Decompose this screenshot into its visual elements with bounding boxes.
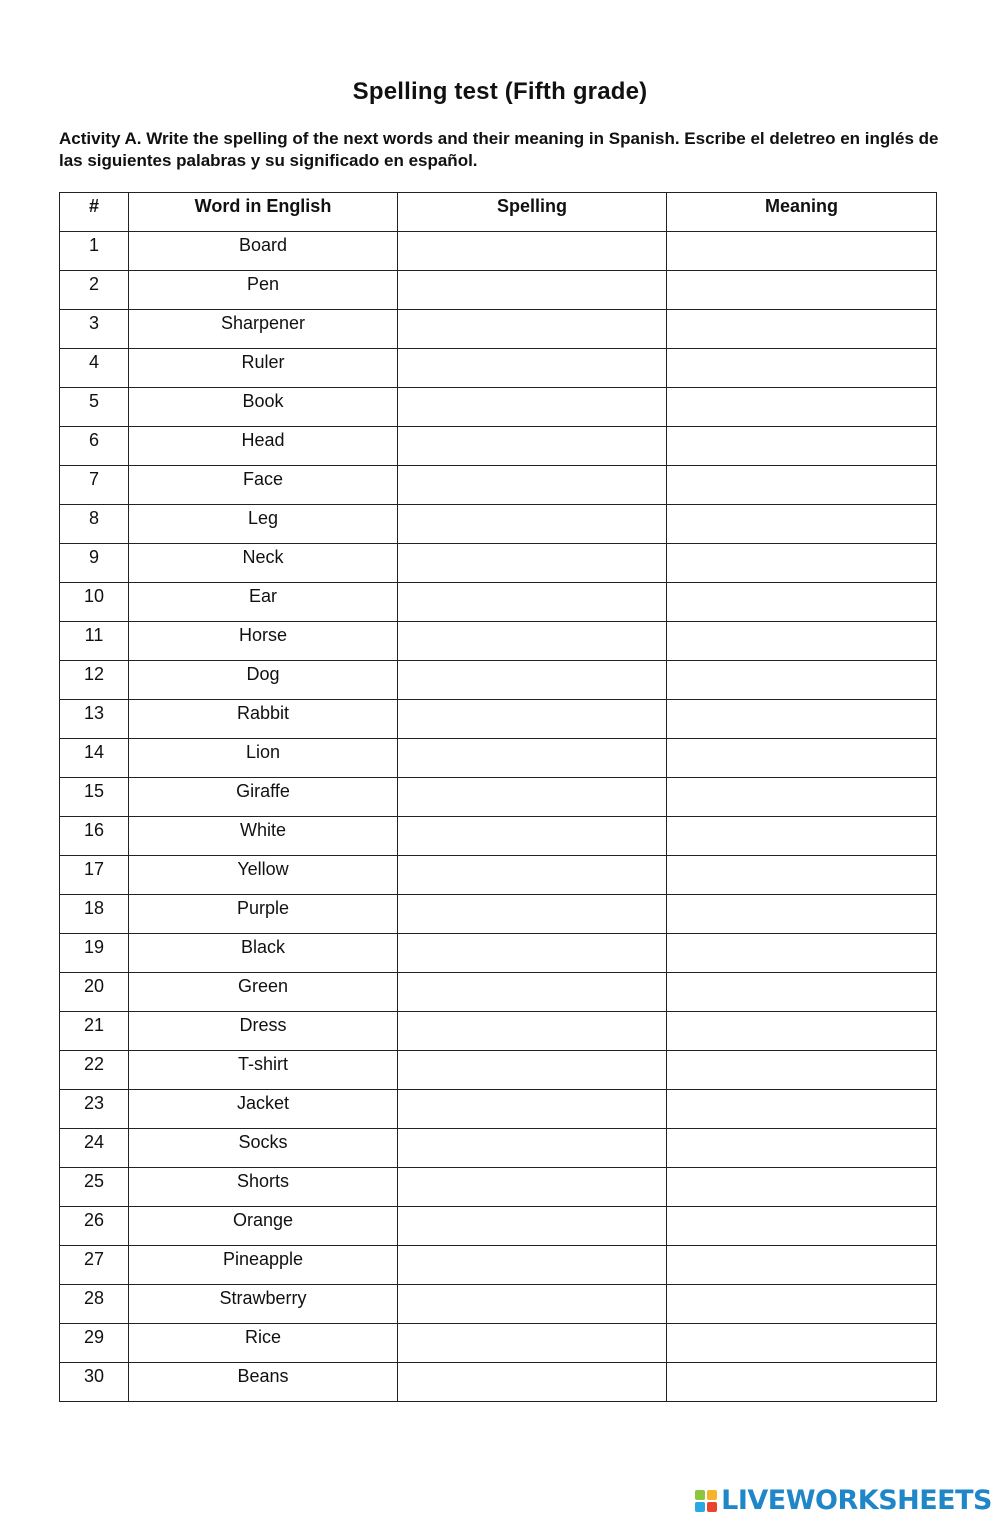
table-row [60,934,937,973]
row-word: Ruler [129,349,398,388]
row-number: 20 [60,973,129,1012]
spelling-answer-cell[interactable] [398,622,667,661]
row-word: Jacket [129,1090,398,1129]
spelling-answer-cell[interactable] [398,1090,667,1129]
meaning-answer-cell[interactable] [667,271,937,310]
spelling-answer-cell[interactable] [398,661,667,700]
row-number: 26 [60,1207,129,1246]
meaning-answer-cell[interactable] [667,934,937,973]
table-row [60,1246,937,1285]
spelling-answer-cell[interactable] [398,466,667,505]
spelling-answer-cell[interactable] [398,778,667,817]
table-row [60,700,937,739]
table-row [60,973,937,1012]
table-row [60,427,937,466]
row-word: Leg [129,505,398,544]
spelling-answer-cell[interactable] [398,427,667,466]
meaning-answer-cell[interactable] [667,1012,937,1051]
meaning-answer-cell[interactable] [667,388,937,427]
row-word: Pen [129,271,398,310]
table-row [60,1129,937,1168]
meaning-answer-cell[interactable] [667,739,937,778]
spelling-answer-cell[interactable] [398,544,667,583]
row-number: 15 [60,778,129,817]
spelling-answer-cell[interactable] [398,583,667,622]
meaning-answer-cell[interactable] [667,1285,937,1324]
meaning-answer-cell[interactable] [667,973,937,1012]
table-row [60,817,937,856]
brand-name: LIVEWORKSHEETS [721,1485,992,1516]
spelling-answer-cell[interactable] [398,895,667,934]
spelling-answer-cell[interactable] [398,310,667,349]
row-number: 17 [60,856,129,895]
row-word: Pineapple [129,1246,398,1285]
row-number: 28 [60,1285,129,1324]
row-number: 5 [60,388,129,427]
meaning-answer-cell[interactable] [667,622,937,661]
spelling-answer-cell[interactable] [398,1012,667,1051]
row-word: Face [129,466,398,505]
row-number: 23 [60,1090,129,1129]
row-word: Book [129,388,398,427]
table-row [60,895,937,934]
table-row [60,271,937,310]
row-word: Board [129,232,398,271]
meaning-answer-cell[interactable] [667,1363,937,1402]
table-row [60,1051,937,1090]
column-header-spelling: Spelling [398,193,667,232]
row-number: 18 [60,895,129,934]
row-word: Giraffe [129,778,398,817]
spelling-answer-cell[interactable] [398,1285,667,1324]
table-row [60,388,937,427]
row-number: 29 [60,1324,129,1363]
row-number: 27 [60,1246,129,1285]
liveworksheets-brand [695,1485,992,1516]
row-word: Ear [129,583,398,622]
row-number: 10 [60,583,129,622]
row-number: 11 [60,622,129,661]
meaning-answer-cell[interactable] [667,232,937,271]
row-word: Horse [129,622,398,661]
row-word: Purple [129,895,398,934]
table-row [60,1324,937,1363]
row-number: 16 [60,817,129,856]
row-number: 6 [60,427,129,466]
logo-tile [707,1490,717,1500]
meaning-answer-cell[interactable] [667,661,937,700]
table-header-row [60,193,937,232]
spelling-answer-cell[interactable] [398,700,667,739]
meaning-answer-cell[interactable] [667,1168,937,1207]
row-number: 9 [60,544,129,583]
spelling-answer-cell[interactable] [398,817,667,856]
meaning-answer-cell[interactable] [667,778,937,817]
column-header-meaning: Meaning [667,193,937,232]
table-row [60,739,937,778]
meaning-answer-cell[interactable] [667,544,937,583]
spelling-table [59,192,937,1402]
spelling-answer-cell[interactable] [398,739,667,778]
logo-tile [707,1502,717,1512]
meaning-answer-cell[interactable] [667,505,937,544]
meaning-answer-cell[interactable] [667,1324,937,1363]
table-row [60,544,937,583]
column-header-word: Word in English [129,193,398,232]
meaning-answer-cell[interactable] [667,1051,937,1090]
row-word: Lion [129,739,398,778]
row-number: 14 [60,739,129,778]
row-word: Yellow [129,856,398,895]
spelling-answer-cell[interactable] [398,388,667,427]
row-word: Sharpener [129,310,398,349]
table-row [60,778,937,817]
table-row [60,622,937,661]
spelling-answer-cell[interactable] [398,934,667,973]
spelling-answer-cell[interactable] [398,1168,667,1207]
spelling-answer-cell[interactable] [398,232,667,271]
table-row [60,583,937,622]
spelling-answer-cell[interactable] [398,973,667,1012]
row-number: 1 [60,232,129,271]
spelling-answer-cell[interactable] [398,349,667,388]
row-word: Black [129,934,398,973]
row-word: Rice [129,1324,398,1363]
meaning-answer-cell[interactable] [667,466,937,505]
meaning-answer-cell[interactable] [667,1246,937,1285]
column-header-number: # [60,193,129,232]
row-word: Green [129,973,398,1012]
logo-tile [695,1490,705,1500]
logo-tile [695,1502,705,1512]
row-word: T-shirt [129,1051,398,1090]
row-number: 19 [60,934,129,973]
row-number: 4 [60,349,129,388]
meaning-answer-cell[interactable] [667,427,937,466]
row-word: Rabbit [129,700,398,739]
row-number: 2 [60,271,129,310]
table-row [60,1168,937,1207]
table-row [60,1090,937,1129]
meaning-answer-cell[interactable] [667,349,937,388]
row-number: 30 [60,1363,129,1402]
row-number: 12 [60,661,129,700]
row-word: Socks [129,1129,398,1168]
spelling-answer-cell[interactable] [398,1363,667,1402]
table-row [60,505,937,544]
meaning-answer-cell[interactable] [667,310,937,349]
meaning-answer-cell[interactable] [667,817,937,856]
row-word: Neck [129,544,398,583]
spelling-answer-cell[interactable] [398,1207,667,1246]
row-number: 8 [60,505,129,544]
row-number: 7 [60,466,129,505]
row-word: Strawberry [129,1285,398,1324]
spelling-answer-cell[interactable] [398,1246,667,1285]
row-number: 25 [60,1168,129,1207]
meaning-answer-cell[interactable] [667,700,937,739]
row-number: 22 [60,1051,129,1090]
page-title: Spelling test (Fifth grade) [352,78,648,105]
table-row [60,1207,937,1246]
row-number: 13 [60,700,129,739]
row-number: 21 [60,1012,129,1051]
row-number: 24 [60,1129,129,1168]
activity-instructions: Activity A. Write the spelling of the next words and their meaning in Spanish. Escribe el deletreo en inglés de las siguientes palabras y su significado en español. [59,129,939,170]
table-row [60,466,937,505]
meaning-answer-cell[interactable] [667,1207,937,1246]
table-row [60,232,937,271]
spelling-answer-cell[interactable] [398,1129,667,1168]
row-word: Shorts [129,1168,398,1207]
meaning-answer-cell[interactable] [667,583,937,622]
spelling-answer-cell[interactable] [398,271,667,310]
row-word: White [129,817,398,856]
table-row [60,1012,937,1051]
row-word: Dress [129,1012,398,1051]
table-row [60,1363,937,1402]
row-word: Beans [129,1363,398,1402]
spelling-answer-cell[interactable] [398,505,667,544]
meaning-answer-cell[interactable] [667,1090,937,1129]
meaning-answer-cell[interactable] [667,895,937,934]
table-row [60,310,937,349]
row-word: Orange [129,1207,398,1246]
table-row [60,856,937,895]
row-word: Head [129,427,398,466]
row-word: Dog [129,661,398,700]
meaning-answer-cell[interactable] [667,856,937,895]
table-row [60,1285,937,1324]
spelling-answer-cell[interactable] [398,856,667,895]
meaning-answer-cell[interactable] [667,1129,937,1168]
table-row [60,661,937,700]
row-number: 3 [60,310,129,349]
spelling-answer-cell[interactable] [398,1051,667,1090]
liveworksheets-logo-icon [695,1490,717,1512]
spelling-answer-cell[interactable] [398,1324,667,1363]
table-row [60,349,937,388]
